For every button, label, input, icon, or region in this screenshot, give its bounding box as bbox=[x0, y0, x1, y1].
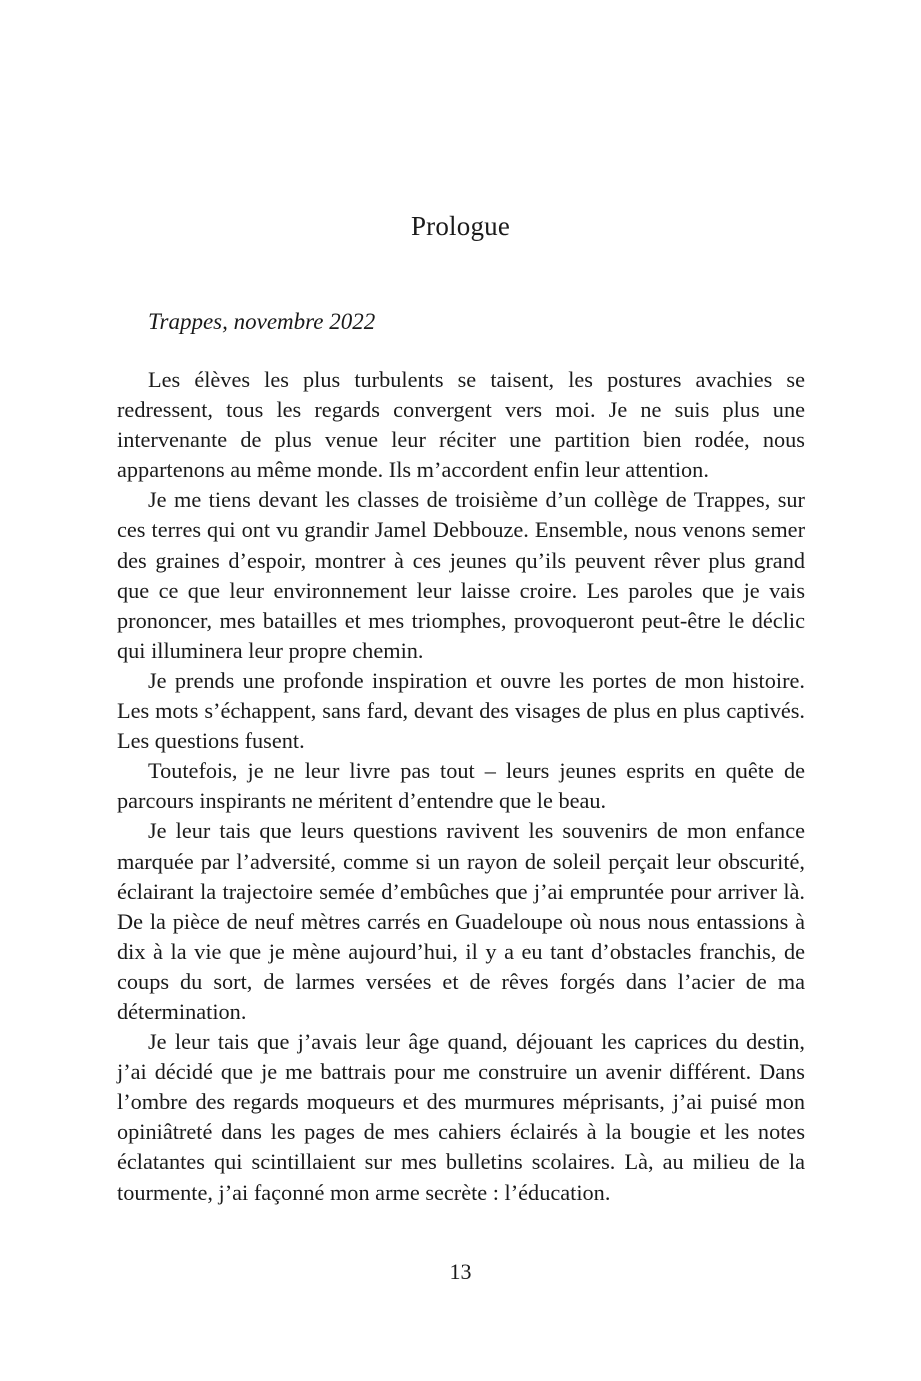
paragraph: Je prends une profonde inspiration et ouvre les portes de mon histoire. Les mots s’échappent, sans fard, devant des visages de plus en plus captivés. Les questions fusent. bbox=[117, 667, 805, 754]
chapter-dateline: Trappes, novembre 2022 bbox=[148, 309, 376, 334]
paragraph: Toutefois, je ne leur livre pas tout – leurs jeunes esprits en quête de parcours inspirants ne méritent d’entendre que le beau. bbox=[117, 758, 805, 814]
paragraph: Je leur tais que leurs questions ravivent les souvenirs de mon enfance marquée par l’adversité, comme si un rayon de soleil perçait leur obscurité, éclairant la trajectoire semée d’embûches que j’ai empruntée pour arriver là. De la pièce de neuf mètres carrés en Guadeloupe où nous nous entassions à dix à la vie que je mène aujourd’hui, il y a eu tant d’obstacles franchis, de coups du sort, de larmes versées et de rêves forgés dans l’acier de ma détermination. bbox=[117, 818, 805, 1024]
chapter-title: Prologue bbox=[410, 211, 511, 241]
paragraph: Les élèves les plus turbulents se taisent, les postures avachies se redressent, tous les regards convergent vers moi. Je ne suis plus une intervenante de plus venue leur réciter une partition bien rodée, nous appartenons au même monde. Ils m’accordent enfin leur attention. bbox=[117, 367, 805, 483]
paragraph: Je leur tais que j’avais leur âge quand, déjouant les caprices du destin, j’ai décidé que je me battrais pour me construire un avenir différent. Dans l’ombre des regards moqueurs et des murmures méprisants, j’ai puisé mon opiniâtreté dans les pages de mes cahiers éclairés à la bougie et les notes éclatantes qui scintillaient sur mes bulletins scolaires. Là, au milieu de la tourmente, j’ai façonné mon arme secrète : l’éducation. bbox=[117, 1029, 805, 1205]
body-text bbox=[117, 365, 805, 1208]
paragraph: Je me tiens devant les classes de troisième d’un collège de Trappes, sur ces terres qui ont vu grandir Jamel Debbouze. Ensemble, nous venons semer des graines d’espoir, montrer à ces jeunes qu’ils peuvent rêver plus grand que ce que leur environnement leur laisse croire. Les paroles que je vais prononcer, mes batailles et mes triomphes, provoqueront peut-être le déclic qui illuminera leur propre chemin. bbox=[117, 487, 805, 663]
page-number: 13 bbox=[449, 1259, 472, 1284]
